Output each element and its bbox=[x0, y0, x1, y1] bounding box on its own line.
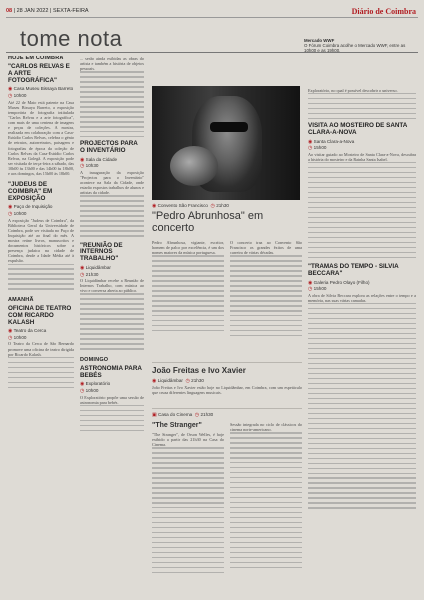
event-meta: ◉ Galeria Pedro Olayo (Filho) bbox=[308, 279, 370, 286]
event-time: ◷ 10h00 bbox=[80, 387, 99, 394]
kicker-hoje: HOJE EM COIMBRA bbox=[8, 56, 64, 61]
location-pin-icon: ◉ bbox=[80, 156, 85, 163]
event-time: ◷ 10h00 bbox=[8, 93, 27, 100]
headline-carlos-relvas: "CARLOS RELVAS E A ARTE FOTOGRÁFICA" bbox=[8, 63, 70, 84]
event-meta: ◉ Liquidâmbar bbox=[80, 264, 111, 271]
feature2-body bbox=[152, 385, 302, 405]
body-text-lines bbox=[308, 162, 416, 258]
sunglasses bbox=[210, 122, 248, 132]
article-reuniao: O Liquidâmbar recebe a Reunião de Internos Trabalho, com música ao vivo e conversa aberta ao público. bbox=[80, 278, 144, 294]
headline-santa-clara: VISITA AO MOSTEIRO DE SANTA CLARA-A-NOVA bbox=[308, 122, 408, 136]
event-meta: ◉ Casa Museu Bissaya Barreto bbox=[8, 86, 74, 93]
feature1-text-a: Pedro Abrunhosa, vigiante, escritor, homem de palco por excelência, é um dos nomes maiores da música portuguesa. bbox=[152, 240, 224, 256]
mercado-block bbox=[304, 38, 412, 54]
feature2-meta: ◉ Liquidâmbar ◷ 21h30 bbox=[152, 378, 204, 384]
event-meta: ◉ Exploratório bbox=[80, 381, 111, 388]
newspaper-logo: Diário de Coimbra bbox=[351, 7, 416, 16]
column-2 bbox=[80, 56, 144, 591]
feature3-col-b bbox=[230, 422, 302, 592]
article-continuation: ... serão ainda exibidas as obras do artista e também a história de objetos pessoais. bbox=[80, 56, 144, 72]
body-text-lines bbox=[152, 447, 224, 573]
clock-icon: ◷ bbox=[210, 203, 215, 209]
clock-icon: ◷ bbox=[8, 93, 13, 100]
location-pin-icon: ◉ bbox=[8, 86, 13, 93]
mercado-title: Mercado WWF bbox=[304, 38, 335, 43]
feature1-title: "Pedro Abrunhosa" em concerto bbox=[152, 210, 264, 234]
feature3-text-b: Sessão integrada no ciclo de clássicos do cinema norte-americano. bbox=[230, 422, 302, 433]
page-number: 08 bbox=[6, 8, 13, 14]
feature3-text-a: "The Stranger", de Orson Welles, é hoje exibido a partir das 21h30 na Casa do Cinema. bbox=[152, 432, 224, 448]
article-judeus: A exposição "Judeus de Coimbra", da Biblioteca Geral da Universidade de Coimbra, pode ser visitada no Paço de Inquisição até ao final do mês. A mostra reúne livros, manuscritos e documentos históricos sobre a presença judaica na cidade de Coimbra, desde a Idade Média até à expulsão. bbox=[8, 217, 74, 264]
event-time: ◷ 15h00 bbox=[308, 145, 327, 152]
kicker-amanha: AMANHÃ bbox=[8, 296, 34, 303]
event-meta: ◉ Santa Clara-a-Nova bbox=[308, 138, 355, 145]
body-text-lines bbox=[80, 195, 144, 236]
page-weekday: SEXTA-FEIRA bbox=[52, 8, 89, 14]
body-text-lines bbox=[308, 303, 416, 509]
clock-icon: ◷ bbox=[308, 145, 313, 152]
body-text-lines bbox=[8, 357, 74, 388]
location-pin-icon: ◉ bbox=[8, 328, 13, 335]
page-date: 28 JAN 2022 bbox=[16, 8, 49, 14]
feature1-text-b: O concerto traz ao Convento São Francisco os grandes êxitos de uma carreira de várias décadas. bbox=[230, 240, 302, 256]
page-info: 08 | 28 JAN 2022 | SEXTA-FEIRA bbox=[6, 8, 89, 14]
headline-oficina: OFICINA DE TEATRO COM RICARDO KALASH bbox=[8, 304, 72, 326]
location-pin-icon: ◉ bbox=[152, 378, 157, 384]
feature2-title: João Freitas e Ivo Xavier bbox=[152, 366, 246, 375]
mercado-text: O Fórum Coimbra acolhe o Mercado WWF, entre as 10h00 e as 19h00. bbox=[304, 43, 406, 54]
event-time: ◷ 21h30 bbox=[80, 271, 99, 278]
event-time: ◷ 15h00 bbox=[308, 286, 327, 293]
header-divider bbox=[6, 17, 418, 18]
clock-icon: ◷ bbox=[185, 378, 190, 384]
clock-icon: ◷ bbox=[80, 163, 85, 170]
feature1-col-a bbox=[152, 240, 224, 360]
body-text-lines bbox=[230, 255, 302, 336]
headline-reuniao: "REUNIÃO DE INTERNOS TRABALHO" bbox=[80, 241, 123, 263]
body-text-lines bbox=[80, 293, 144, 349]
clock-icon: ◷ bbox=[8, 211, 13, 218]
clock-icon: ◷ bbox=[80, 271, 85, 278]
article-oficina: O Teatro da Cerca de São Bernardo promove uma oficina de teatro dirigida por Ricardo Kalash. bbox=[8, 341, 74, 357]
headline-astronomia: ASTRONOMIA PARA BEBÉS bbox=[80, 364, 142, 379]
film-icon: ▣ bbox=[152, 412, 157, 418]
clock-icon: ◷ bbox=[194, 412, 200, 418]
article-continuation: Exploratório, no qual é possível descobrir o universo. bbox=[308, 88, 398, 93]
location-pin-icon: ◉ bbox=[152, 203, 157, 209]
feature3-title: "The Stranger" bbox=[152, 422, 202, 429]
feature1-col-b bbox=[230, 240, 302, 360]
article-santa-clara: Ao visitar guiado ao Mosteiro de Santa Clara-a-Nova, descubra a história do mosteiro e da Rainha Santa Isabel. bbox=[308, 151, 416, 162]
location-pin-icon: ◉ bbox=[308, 138, 313, 145]
portrait-hand bbox=[170, 146, 218, 186]
kicker-domingo: DOMINGO bbox=[80, 356, 109, 363]
event-meta: ◉ Teatro da Cerca bbox=[8, 328, 47, 335]
event-time: ◷ 10h00 bbox=[8, 211, 27, 218]
column-1 bbox=[8, 56, 74, 591]
feature3-meta: ▣ Casa do Cinema ◷ 21h30 bbox=[152, 412, 214, 418]
clock-icon: ◷ bbox=[8, 334, 13, 341]
clock-icon: ◷ bbox=[80, 387, 85, 394]
location-pin-icon: ◉ bbox=[80, 381, 85, 388]
body-text-lines bbox=[308, 93, 416, 119]
article-astronomia: O Exploratório propõe uma sessão de astronomia para bebés. bbox=[80, 394, 144, 405]
body-text-lines bbox=[230, 432, 302, 568]
clock-icon: ◷ bbox=[308, 286, 313, 293]
column-4 bbox=[308, 88, 416, 591]
location-pin-icon: ◉ bbox=[308, 279, 313, 286]
location-pin-icon: ◉ bbox=[80, 264, 85, 271]
headline-tramas: "TRAMAS DO TEMPO - SILVIA BECCARA" bbox=[308, 263, 399, 277]
event-time: ◷ 10h30 bbox=[80, 163, 99, 170]
event-meta: ◉ Paço de Inquisição bbox=[8, 204, 53, 211]
body-text-lines bbox=[80, 405, 144, 431]
event-meta: ◉ Sala da Cidade bbox=[80, 156, 118, 163]
headline-projectos: PROJECTOS PARA O INVENTÁRIO bbox=[80, 140, 138, 154]
article-projectos: A inauguração da exposição "Projectos para o Inventário" acontece na Sala da Cidade, onde estarão expostos trabalhos de alunos e artistas da cidade. bbox=[80, 169, 144, 196]
feature3-col-a bbox=[152, 432, 224, 592]
location-pin-icon: ◉ bbox=[8, 204, 13, 211]
body-text-lines bbox=[80, 71, 144, 137]
body-text-lines bbox=[152, 255, 224, 331]
pedro-abrunhosa-photo bbox=[152, 86, 300, 200]
headline-judeus: "JUDEUS DE COIMBRA" EM EXPOSIÇÃO bbox=[8, 181, 53, 202]
event-time: ◷ 10h00 bbox=[8, 334, 27, 341]
article-tramas: A obra de Silvia Beccara explora as relações entre o tempo e a memória, nas suas várias camadas. bbox=[308, 292, 416, 303]
feature1-meta: ◉ Convento São Francisco ◷ 21h30 bbox=[152, 203, 229, 209]
section-title: tome nota bbox=[20, 26, 123, 51]
feature2-text: João Freitas e Ivo Xavier estão hoje no Liquidâmbar, em Coimbra, com um espetáculo que cruza diferentes linguagens musicais. bbox=[152, 385, 302, 396]
article-carlos-relvas: Até 22 de Maio está patente na Casa Museu Bissaya Barreto, a exposição temporária de fotografia intitulada "Carlos Relvas e a arte fotográfica", com mais de uma centena de imagens e peças de coleções. A mostra, realizada em colaboração com a Casa-Estúdio Carlos Relvas, celebra o génio de retratos, autorretratos, paisagens e fotografias de época da coleção de Carlos Relvas da Casa-Estúdio Carlos Relvas, na Golegã. A exposição pode ser visitada de terça-feira a sábado, das 10h00 às 13h00 e das 14h00 às 18h00, e aos domingos, das 15h00 às 18h00. bbox=[8, 99, 74, 176]
body-text-lines bbox=[8, 264, 74, 290]
